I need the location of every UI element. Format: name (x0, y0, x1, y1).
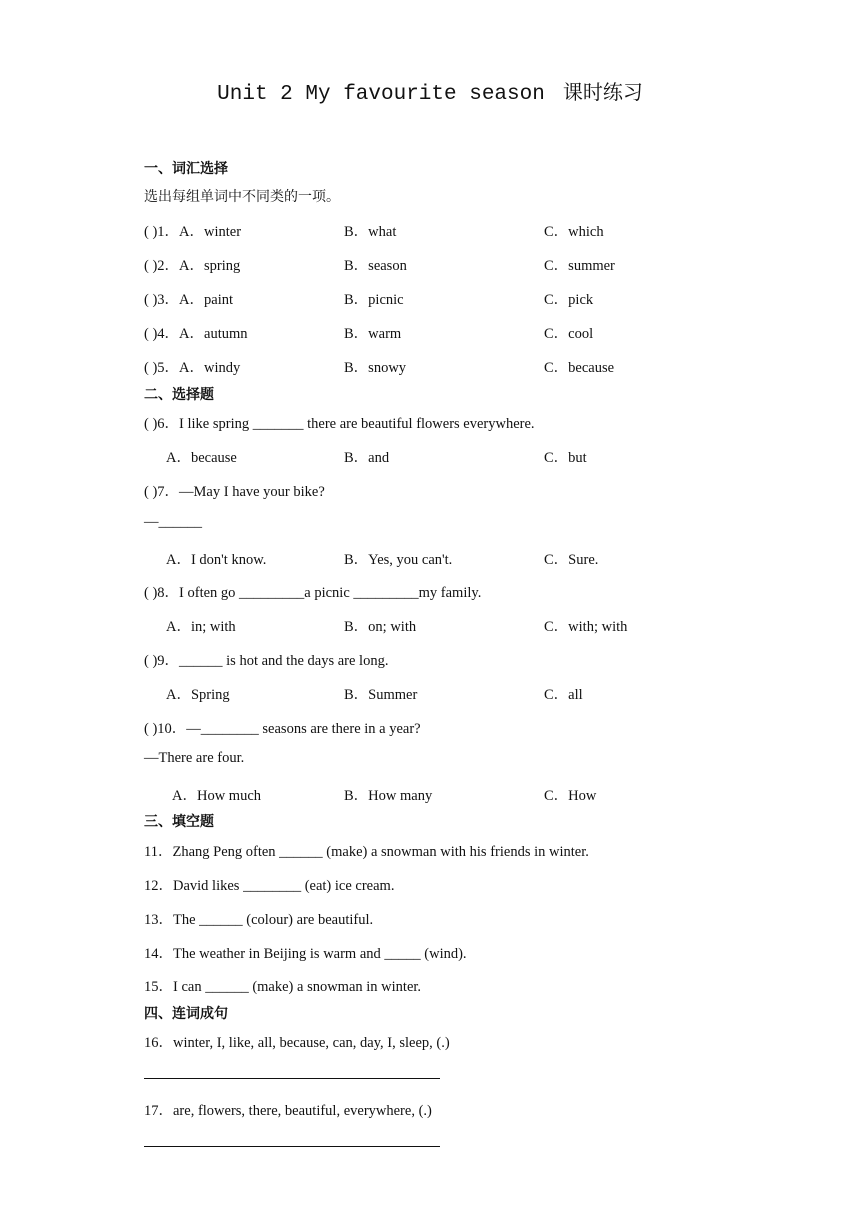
mc-q7-option-c: C．Sure. (544, 552, 599, 568)
mc-q8-option-a: A．in; with (166, 619, 236, 635)
vocab-q3-stem: ( )3．A．paint (144, 292, 233, 308)
vocab-q2-option-b: B．season (344, 258, 407, 274)
mc-q9-option-b: B．Summer (344, 687, 418, 703)
mc-q6-option-c: C．but (544, 450, 587, 466)
mc-q10-stem: ( )10．—________ seasons are there in a year? (144, 721, 421, 737)
mc-q8-option-c: C．with; with (544, 619, 628, 635)
vocab-q3-option-c: C．pick (544, 292, 594, 308)
mc-q6-option-a: A．because (166, 450, 237, 466)
vocab-q4-stem: ( )4．A．autumn (144, 326, 248, 342)
vocab-q3-option-b: B．picnic (344, 292, 404, 308)
vocab-q1-option-b: B．what (344, 224, 397, 240)
vocab-q1-stem: ( )1．A．winter (144, 224, 242, 240)
mc-q10-option-c: C．How (544, 788, 597, 804)
mc-q9-option-a: A．Spring (166, 687, 230, 703)
section-4-heading: 四、连词成句 (144, 1006, 228, 1022)
mc-q8-stem: ( )8．I often go _________a picnic _________my family. (144, 585, 482, 601)
order-q17: 17．are, flowers, there, beautiful, everywhere, (.) (144, 1103, 432, 1119)
fill-q13: 13．The ______ (colour) are beautiful. (144, 912, 374, 928)
vocab-q4-option-c: C．cool (544, 326, 594, 342)
vocab-q1-option-c: C．which (544, 224, 604, 240)
section-1-heading: 一、词汇选择 (144, 161, 228, 177)
order-q16: 16．winter, I, like, all, because, can, day, I, sleep, (.) (144, 1035, 450, 1051)
mc-q7-response: —______ (144, 514, 202, 530)
vocab-q4-option-b: B．warm (344, 326, 402, 342)
fill-q15: 15．I can ______ (make) a snowman in winter. (144, 979, 422, 995)
mc-q9-stem: ( )9．______ is hot and the days are long. (144, 653, 389, 669)
section-2-heading: 二、选择题 (144, 387, 214, 403)
mc-q6-option-b: B．and (344, 450, 390, 466)
fill-q12: 12．David likes ________ (eat) ice cream. (144, 878, 395, 894)
mc-q8-option-b: B．on; with (344, 619, 417, 635)
mc-q7-option-b: B．Yes, you can't. (344, 552, 453, 568)
section-1-instruction: 选出每组单词中不同类的一项。 (144, 189, 340, 205)
answer-line-16 (144, 1078, 440, 1079)
fill-q11: 11．Zhang Peng often ______ (make) a snowman with his friends in winter. (144, 844, 589, 860)
mc-q6-stem: ( )6．I like spring _______ there are beautiful flowers everywhere. (144, 416, 535, 432)
vocab-q2-option-c: C．summer (544, 258, 615, 274)
vocab-q2-stem: ( )2．A．spring (144, 258, 241, 274)
mc-q10-option-a: A．How much (172, 788, 262, 804)
title-english: Unit 2 My favourite season (217, 83, 545, 106)
section-3-heading: 三、填空题 (144, 814, 214, 830)
title-chinese: 课时练习 (562, 80, 643, 104)
vocab-q5-option-c: C．because (544, 360, 615, 376)
page-title (0, 76, 860, 106)
mc-q7-option-a: A．I don't know. (166, 552, 267, 568)
mc-q7-stem: ( )7．—May I have your bike? (144, 484, 325, 500)
mc-q10-response: —There are four. (144, 750, 245, 766)
answer-line-17 (144, 1146, 440, 1147)
vocab-q5-stem: ( )5．A．windy (144, 360, 241, 376)
mc-q9-option-c: C．all (544, 687, 583, 703)
mc-q10-option-b: B．How many (344, 788, 433, 804)
vocab-q5-option-b: B．snowy (344, 360, 407, 376)
fill-q14: 14．The weather in Beijing is warm and _____ (wind). (144, 946, 467, 962)
